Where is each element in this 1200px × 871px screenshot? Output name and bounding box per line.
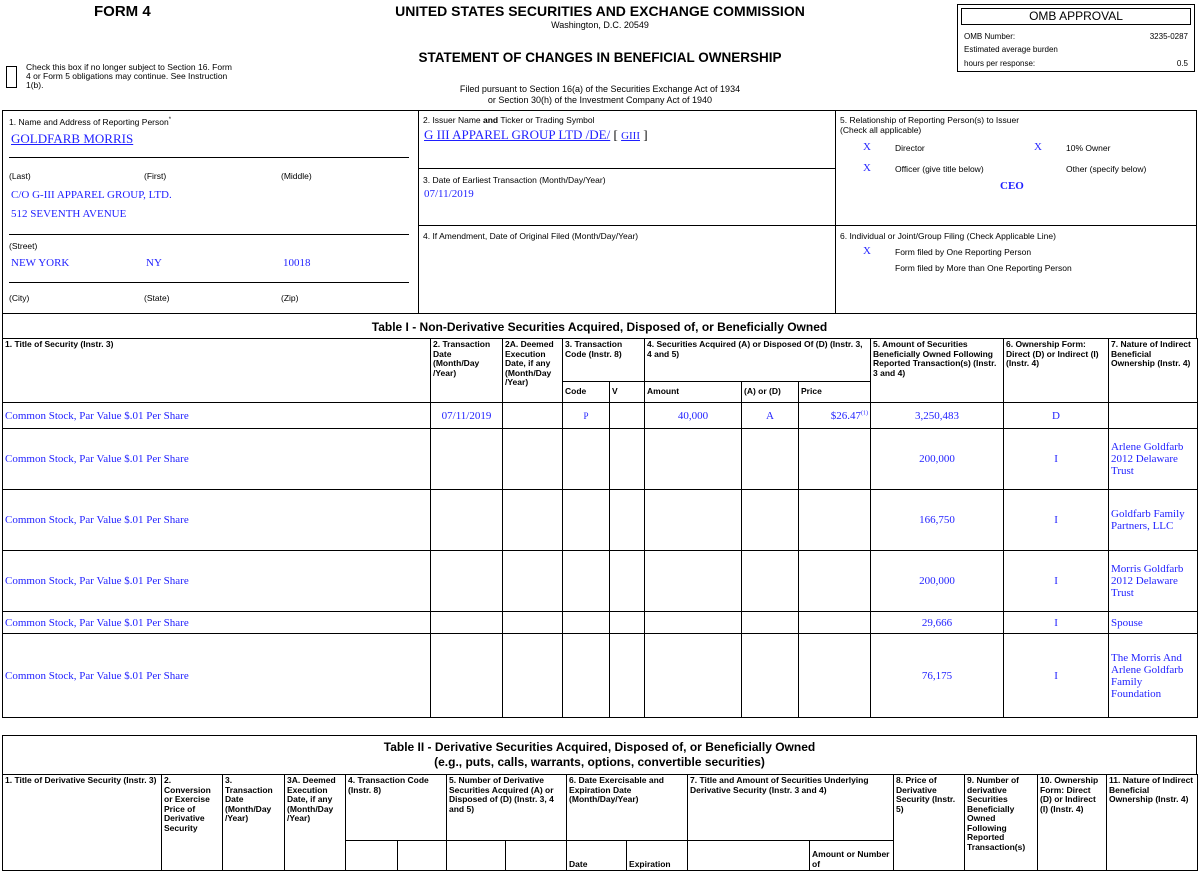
director-mark: X — [863, 141, 871, 153]
table1-cell-transaction-date — [431, 551, 503, 612]
table2-sub-title — [688, 841, 810, 871]
table1-sub-price: Price — [799, 382, 871, 403]
table1-cell-acquired-or-disposed — [742, 551, 799, 612]
agency-city: Washington, D.C. 20549 — [551, 20, 649, 30]
table1-col-title: 1. Title of Security (Instr. 3) — [3, 339, 431, 403]
section-issuer — [418, 110, 836, 169]
earliest-transaction-date: 07/11/2019 — [424, 188, 474, 200]
table1-cell-amount-owned — [871, 429, 1004, 490]
table1-cell-amount-owned — [871, 551, 1004, 612]
table1-cell-deemed-date — [503, 403, 563, 429]
table1-cell-amount — [645, 403, 742, 429]
table1-cell-amount — [645, 612, 742, 634]
more-persons-label: Form filed by More than One Reporting Person — [895, 263, 1072, 273]
table1-col-transaction-date: 2. Transaction Date (Month/Day /Year) — [431, 339, 503, 403]
table1-non-derivative — [2, 338, 1198, 718]
table1-cell-transaction-code — [563, 551, 610, 612]
table1-cell-ownership-form — [1004, 403, 1109, 429]
table2-derivative — [2, 774, 1198, 871]
table1-cell-deemed-date — [503, 634, 563, 718]
section-relationship — [835, 110, 1197, 226]
table1-cell-price — [799, 429, 871, 490]
section4-label: 4. If Amendment, Date of Original Filed (Month/Day/Year) — [423, 231, 639, 241]
address-line-1: C/O G-III APPAREL GROUP, LTD. — [11, 189, 172, 201]
security-title-value: Common Stock, Par Value $.01 Per Share — [5, 616, 189, 629]
ticker-bracket-open: [ — [613, 127, 618, 142]
table2-col-underlying: 7. Title and Amount of Securities Underlying Derivative Security (Instr. 3 and 4) — [688, 775, 894, 841]
table1-cell-transaction-date — [431, 634, 503, 718]
table1-cell-acquired-or-disposed — [742, 403, 799, 429]
statement-title: STATEMENT OF CHANGES IN BENEFICIAL OWNERSHIP — [418, 50, 782, 65]
section-amendment — [418, 225, 836, 314]
security-title-value: Common Stock, Par Value $.01 Per Share — [5, 453, 189, 465]
officer-label: Officer (give title below) — [895, 164, 984, 174]
table1-cell-deemed-date — [503, 551, 563, 612]
table1-cell-v-flag — [610, 634, 645, 718]
table2-header-row — [3, 775, 1198, 841]
table1-cell-nature-of-ownership — [1109, 403, 1198, 429]
acquired-or-disposed-value: A — [766, 409, 774, 422]
section5-label-1: 5. Relationship of Reporting Person(s) to Issuer — [840, 115, 1020, 125]
security-title-value: Common Stock, Par Value $.01 Per Share — [5, 669, 189, 682]
city-divider — [9, 282, 409, 283]
ownership-form-value: I — [1054, 616, 1058, 629]
omb-approval-box — [957, 4, 1195, 72]
table1-cell-nature-of-ownership — [1109, 490, 1198, 551]
address-divider — [9, 234, 409, 235]
table1-cell-nature-of-ownership — [1109, 634, 1198, 718]
table1-cell-amount — [645, 634, 742, 718]
security-title-value: Common Stock, Par Value $.01 Per Share — [5, 575, 189, 587]
table1-cell-ownership-form — [1004, 551, 1109, 612]
section-reporting-person — [2, 110, 419, 314]
table2-col-conversion-price: 2. Conversion or Exercise Price of Derivative Security — [162, 775, 223, 871]
table1-cell-amount — [645, 551, 742, 612]
table1-cell-amount-owned — [871, 612, 1004, 634]
table1-cell-security-title — [3, 429, 431, 490]
omb-hours-row — [964, 59, 1188, 68]
table1-cell-security-title — [3, 403, 431, 429]
ownership-form-value: D — [1052, 409, 1060, 422]
table1-sub-code: Code — [563, 382, 610, 403]
street-label: (Street) — [9, 241, 38, 251]
table1-cell-acquired-or-disposed — [742, 429, 799, 490]
city-label: (City) — [9, 293, 30, 303]
issuer-row — [424, 127, 648, 143]
table1-sub-aord: (A) or (D) — [742, 382, 799, 403]
table1-cell-transaction-code — [563, 403, 610, 429]
ten-pct-owner-mark: X — [1034, 141, 1042, 153]
table1-cell-v-flag — [610, 551, 645, 612]
table1-cell-price — [799, 490, 871, 551]
table1-col-acquired-disposed: 4. Securities Acquired (A) or Disposed Of (D) (Instr. 3, 4 and 5) — [645, 339, 871, 382]
section2-label: 2. Issuer Name and Ticker or Trading Symbol — [423, 115, 595, 125]
amount-value: 40,000 — [677, 409, 709, 422]
city-value: NEW YORK — [11, 257, 70, 269]
table2-sub-a — [447, 841, 506, 871]
table1-col-amount-owned: 5. Amount of Securities Beneficially Owned Following Reported Transaction(s) (Instr. 3 and 4) — [871, 339, 1004, 403]
nature-of-ownership-value: Morris Goldfarb 2012 Delaware Trust — [1111, 563, 1184, 599]
table2-sub-date-exercisable: Date — [567, 841, 627, 871]
table1-cell-amount-owned — [871, 634, 1004, 718]
table1-cell-amount-owned — [871, 403, 1004, 429]
amount-owned-value: 166,750 — [919, 514, 955, 526]
amount-owned-value: 200,000 — [919, 453, 955, 465]
form-title: FORM 4 — [94, 3, 151, 20]
table1-cell-deemed-date — [503, 612, 563, 634]
nature-of-ownership-value: Spouse — [1111, 616, 1143, 629]
state-label: (State) — [144, 293, 170, 303]
omb-burden-label: Estimated average burden — [964, 45, 1058, 54]
table2-col-number-owned: 9. Number of derivative Securities Beneficially Owned Following Reported Transaction(s) — [965, 775, 1038, 871]
table1-cell-price — [799, 551, 871, 612]
price-footnote-ref[interactable]: (1) — [861, 409, 869, 416]
table2-caption-1: Table II - Derivative Securities Acquired, Disposed of, or Beneficially Owned — [383, 740, 816, 754]
table1-cell-ownership-form — [1004, 429, 1109, 490]
table2-sub-code — [346, 841, 398, 871]
name-divider — [9, 157, 409, 158]
amount-owned-value: 3,250,483 — [915, 409, 960, 422]
table1-cell-nature-of-ownership — [1109, 551, 1198, 612]
address-line-2: 512 SEVENTH AVENUE — [11, 208, 127, 220]
table1-cell-price — [799, 403, 871, 429]
table1-cell-security-title — [3, 490, 431, 551]
table1-row — [3, 551, 1198, 612]
transaction-code-value: P — [583, 410, 589, 421]
table1-cell-acquired-or-disposed — [742, 634, 799, 718]
omb-number: 3235-0287 — [1149, 32, 1188, 41]
section6-label: 6. Individual or Joint/Group Filing (Check Applicable Line) — [840, 231, 1056, 241]
amount-owned-value: 76,175 — [921, 669, 953, 682]
ticker-bracket-close: ] — [643, 127, 648, 142]
table1-cell-ownership-form — [1004, 612, 1109, 634]
table1-cell-price — [799, 634, 871, 718]
table1-col-deemed-date: 2A. Deemed Execution Date, if any (Month/Day /Year) — [503, 339, 563, 403]
table2-col-deemed-date: 3A. Deemed Execution Date, if any (Month/Day /Year) — [285, 775, 346, 871]
omb-hours-label: hours per response: — [964, 59, 1036, 68]
table1-caption: Table I - Non-Derivative Securities Acquired, Disposed of, or Beneficially Owned — [371, 320, 828, 334]
last-label: (Last) — [9, 171, 31, 181]
nature-of-ownership-value: The Morris And Arlene Goldfarb Family Foundation — [1111, 651, 1184, 700]
table2-caption-2: (e.g., puts, calls, warrants, options, convertible securities) — [434, 755, 765, 769]
table1-cell-nature-of-ownership — [1109, 429, 1198, 490]
table1-cell-v-flag — [610, 490, 645, 551]
omb-title: OMB APPROVAL — [961, 8, 1191, 25]
table1-header-row — [3, 339, 1198, 382]
price-value: $26.47 — [830, 409, 862, 422]
table1-cell-deemed-date — [503, 490, 563, 551]
table2-col-exercise-dates: 6. Date Exercisable and Expiration Date (Month/Day/Year) — [567, 775, 688, 841]
table1-cell-price — [799, 612, 871, 634]
table1-cell-acquired-or-disposed — [742, 490, 799, 551]
officer-title: CEO — [1000, 180, 1024, 192]
reporting-person-name-link[interactable]: GOLDFARB MORRIS — [11, 131, 134, 146]
table1-cell-ownership-form — [1004, 490, 1109, 551]
ownership-form-value: I — [1054, 575, 1058, 587]
security-title-value: Common Stock, Par Value $.01 Per Share — [5, 409, 189, 422]
table2-sub-amount-or-number: Amount or Number of — [810, 841, 894, 871]
table1-sub-amount: Amount — [645, 382, 742, 403]
zip-label: (Zip) — [281, 293, 299, 303]
ownership-form-value: I — [1054, 669, 1058, 682]
ten-pct-owner-label: 10% Owner — [1066, 143, 1111, 153]
table2-col-title: 1. Title of Derivative Security (Instr. 3) — [3, 775, 162, 871]
issuer-name-link[interactable]: G III APPAREL GROUP LTD /DE/ — [424, 127, 611, 142]
table1-sub-v: V — [610, 382, 645, 403]
table1-cell-v-flag — [610, 403, 645, 429]
table2-col-transaction-code: 4. Transaction Code (Instr. 8) — [346, 775, 447, 841]
table2-col-number-derivative: 5. Number of Derivative Securities Acquired (A) or Disposed of (D) (Instr. 3, 4 and 5) — [447, 775, 567, 841]
table1-cell-v-flag — [610, 612, 645, 634]
omb-number-label: OMB Number: — [964, 32, 1016, 41]
section-filing-type — [835, 225, 1197, 314]
table1-cell-nature-of-ownership — [1109, 612, 1198, 634]
table1-cell-transaction-code — [563, 612, 610, 634]
section-earliest-transaction — [418, 168, 836, 226]
table1-cell-deemed-date — [503, 429, 563, 490]
omb-hours: 0.5 — [1176, 59, 1188, 68]
officer-mark: X — [863, 162, 871, 174]
table1-cell-amount — [645, 490, 742, 551]
table2-sub-expiration: Expiration — [627, 841, 688, 871]
table1-row — [3, 429, 1198, 490]
table1-cell-security-title — [3, 634, 431, 718]
table1-col-nature: 7. Nature of Indirect Beneficial Ownership (Instr. 4) — [1109, 339, 1198, 403]
section16-check-text: Check this box if no longer subject to Section 16. Form 4 or Form 5 obligations may continue. See Instruction 1(b). — [26, 62, 232, 90]
table1-row — [3, 403, 1198, 429]
table2-sub-v — [398, 841, 447, 871]
table1-cell-transaction-code — [563, 634, 610, 718]
table1-cell-security-title — [3, 612, 431, 634]
section1-label: 1. Name and Address of Reporting Person* — [9, 116, 172, 127]
table1-cell-transaction-date — [431, 429, 503, 490]
table2-sub-d — [506, 841, 567, 871]
table1-body — [3, 403, 1198, 718]
table1-cell-security-title — [3, 551, 431, 612]
table1-row — [3, 612, 1198, 634]
nature-of-ownership-value: Arlene Goldfarb 2012 Delaware Trust — [1111, 441, 1184, 477]
table1-cell-transaction-date — [431, 612, 503, 634]
filed-pursuant-line-1: Filed pursuant to Section 16(a) of the Securities Exchange Act of 1934 — [459, 84, 741, 94]
amount-owned-value: 29,666 — [921, 616, 953, 629]
filed-pursuant-line-2: or Section 30(h) of the Investment Company Act of 1940 — [487, 95, 713, 105]
state-value: NY — [146, 257, 162, 269]
agency-name: UNITED STATES SECURITIES AND EXCHANGE COMMISSION — [395, 3, 805, 19]
table1-col-transaction-code: 3. Transaction Code (Instr. 8) — [563, 339, 645, 382]
ownership-form-value: I — [1054, 453, 1058, 465]
table1-col-ownership-form: 6. Ownership Form: Direct (D) or Indirect (I) (Instr. 4) — [1004, 339, 1109, 403]
table2-col-transaction-date: 3. Transaction Date (Month/Day /Year) — [223, 775, 285, 871]
ownership-form-value: I — [1054, 514, 1058, 526]
table1-row — [3, 490, 1198, 551]
one-person-mark: X — [863, 245, 871, 257]
table1-cell-v-flag — [610, 429, 645, 490]
amount-owned-value: 200,000 — [919, 575, 955, 587]
middle-label: (Middle) — [281, 171, 312, 181]
zip-value: 10018 — [283, 257, 311, 269]
one-person-label: Form filed by One Reporting Person — [895, 247, 1032, 257]
table1-cell-acquired-or-disposed — [742, 612, 799, 634]
table1-cell-amount-owned — [871, 490, 1004, 551]
table1-row — [3, 634, 1198, 718]
director-label: Director — [895, 143, 925, 153]
omb-number-row — [964, 32, 1188, 41]
table1-cell-amount — [645, 429, 742, 490]
table1-cell-transaction-code — [563, 490, 610, 551]
section3-label: 3. Date of Earliest Transaction (Month/Day/Year) — [423, 175, 606, 185]
table2-col-price: 8. Price of Derivative Security (Instr. 5) — [894, 775, 965, 871]
table1-cell-transaction-date — [431, 490, 503, 551]
nature-of-ownership-value: Goldfarb Family Partners, LLC — [1111, 508, 1185, 532]
section16-checkbox[interactable] — [6, 66, 17, 88]
table1-cell-transaction-date — [431, 403, 503, 429]
other-label: Other (specify below) — [1066, 164, 1147, 174]
ticker-link[interactable]: GIII — [621, 130, 641, 142]
table1-cell-transaction-code — [563, 429, 610, 490]
table2-col-nature: 11. Nature of Indirect Beneficial Ownership (Instr. 4) — [1107, 775, 1198, 871]
transaction-date-value: 07/11/2019 — [441, 409, 492, 422]
security-title-value: Common Stock, Par Value $.01 Per Share — [5, 514, 189, 526]
section5-label-2: (Check all applicable) — [840, 125, 922, 135]
table2-col-ownership-form: 10. Ownership Form: Direct (D) or Indirect (I) (Instr. 4) — [1038, 775, 1107, 871]
table1-cell-ownership-form — [1004, 634, 1109, 718]
first-label: (First) — [144, 171, 167, 181]
